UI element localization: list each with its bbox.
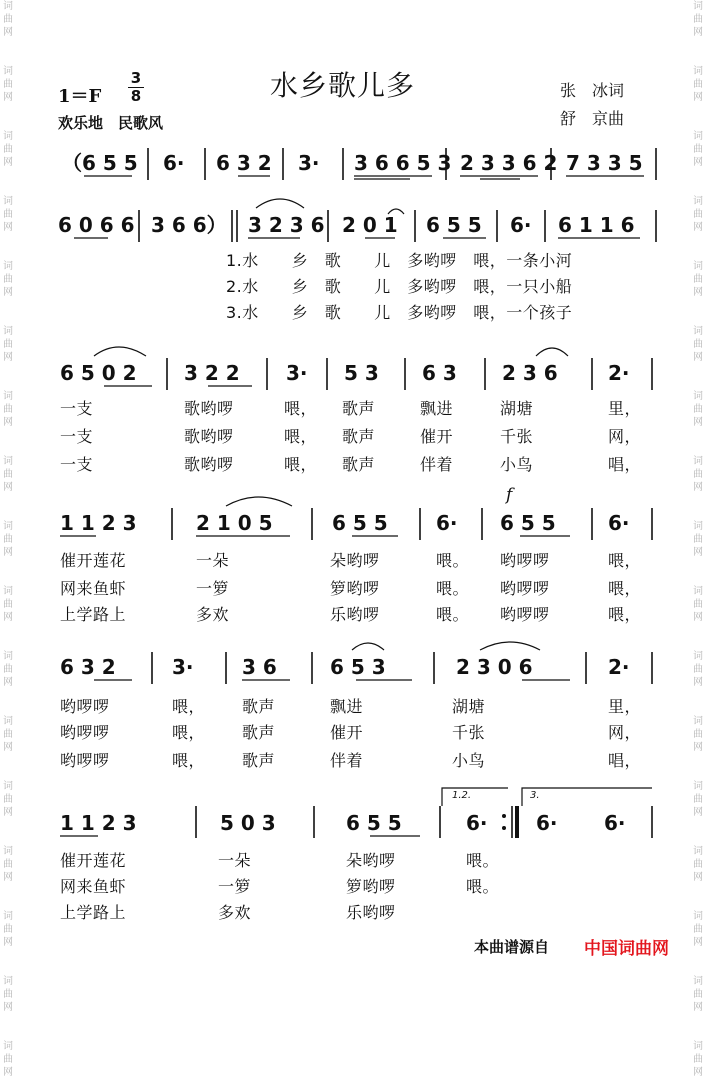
lyric-r2-v1: 1.水 乡 歌 儿 多哟啰 喂，一条小河 [226, 251, 573, 270]
lyric-r2-v3: 3.水 乡 歌 儿 多哟啰 喂，一个孩子 [226, 303, 573, 322]
notes-r2-m1: 6 0 6 6 [58, 213, 135, 237]
lyric-r6-v3-c2: 多欢 [218, 903, 252, 922]
lyric-r5-v1-c3: 歌声 [242, 697, 276, 716]
notes-r5-m6: 2· [608, 655, 630, 679]
lyric-r3-v2-c1: 一支 [60, 427, 94, 446]
lyric-r4-v3-c3: 乐哟啰 [330, 605, 380, 624]
notes-r2-m5: 6 5 5 [426, 213, 482, 237]
lyric-r4-v3-c1: 上学路上 [60, 605, 127, 624]
lyric-r3-v2-c3: 喂， [284, 427, 318, 446]
lyric-r4-v2-c4: 喂。 [436, 579, 470, 598]
notes-r3-m4: 5 3 [344, 361, 379, 385]
lyric-r6-v2-c4: 喂。 [466, 877, 500, 896]
lyric-r3-v3-c2: 歌哟啰 [184, 455, 234, 474]
watermark-text: 词 曲 网 [3, 716, 13, 753]
lyric-r5-v2-c3: 歌声 [242, 723, 276, 742]
lyric-r3-v1-c6: 湖塘 [500, 399, 534, 418]
underlines-r3 [94, 347, 568, 386]
notes-r3-m3: 3· [286, 361, 308, 385]
lyric-r5-v2-c2: 喂， [172, 723, 206, 742]
ending-second: 3. [530, 790, 540, 801]
lyric-r4-v3-c5: 哟啰啰 [500, 605, 550, 624]
source-site-link[interactable]: 中国词曲网 [584, 939, 669, 959]
lyric-r3-v1-c2: 歌哟啰 [184, 399, 234, 418]
time-bottom: 8 [128, 87, 144, 105]
notes-r1-m5: 3 6 6 5 3 [354, 151, 452, 175]
notes-r2-m2: 3 6 6） [151, 213, 227, 237]
watermark-text: 词 曲 网 [3, 391, 13, 428]
lyric-r3-v1-c3: 喂， [284, 399, 318, 418]
watermark-text: 词 曲 网 [3, 911, 13, 948]
lyric-r5-v1-c6: 里， [608, 697, 642, 716]
notes-r1-m2: 6· [163, 151, 185, 175]
watermark-text: 词 曲 网 [693, 326, 703, 363]
lyric-r3-v1-c7: 里， [608, 399, 642, 418]
lyric-r3-v1-c4: 歌声 [342, 399, 376, 418]
lyric-r5-v1-c1: 哟啰啰 [60, 697, 110, 716]
lyric-r6-v3-c1: 上学路上 [60, 903, 127, 922]
lyric-r4-v2-c6: 喂， [608, 579, 642, 598]
lyric-r4-v1-c3: 朵哟啰 [330, 551, 380, 570]
lyric-r3-v2-c4: 歌声 [342, 427, 376, 446]
lyric-r4-v1-c6: 喂， [608, 551, 642, 570]
time-top: 3 [130, 69, 142, 87]
lyric-r3-v2-c5: 催开 [420, 427, 454, 446]
watermark-text: 词 曲 网 [3, 326, 13, 363]
lyric-r5-v2-c6: 网， [608, 723, 642, 742]
lyric-r4-v2-c1: 网来鱼虾 [60, 579, 127, 598]
notes-r2-m6: 6· [510, 213, 532, 237]
repeat-dots [502, 814, 506, 830]
watermark-text: 词 曲 网 [3, 261, 13, 298]
notes-r6-m4: 6· [466, 811, 488, 835]
watermark-text: 词 曲 网 [3, 781, 13, 818]
lyric-r5-v2-c5: 千张 [452, 723, 486, 742]
notes-r1-m7: 7 3 3 5 [566, 151, 643, 175]
watermark-text: 词 曲 网 [3, 521, 13, 558]
score-row-5 [152, 652, 652, 684]
notes-r5-m5: 2 3 0 6 [456, 655, 533, 679]
watermark-text: 词 曲 网 [3, 66, 13, 103]
watermark-text: 词 曲 网 [693, 456, 703, 493]
song-title: 水乡歌儿多 [270, 69, 416, 102]
notes-r2-m7: 6 1 1 6 [558, 213, 635, 237]
lyric-r6-v2-c2: 一箩 [218, 877, 252, 896]
notes-r6-m5: 6· [536, 811, 558, 835]
notes-r1-m4: 3· [298, 151, 320, 175]
notes-r3-m7: 2· [608, 361, 630, 385]
lyric-r3-v3-c5: 伴着 [420, 455, 454, 474]
underlines-r1 [84, 176, 644, 179]
source-label: 本曲谱源自 [474, 938, 550, 956]
notes-r3-m1: 6 5 0 2 [60, 361, 137, 385]
lyric-r3-v2-c2: 歌哟啰 [184, 427, 234, 446]
watermark-text: 词 曲 网 [693, 781, 703, 818]
notes-r4-m1: 1 1 2 3 [60, 511, 137, 535]
lyric-r5-v3-c1: 哟啰啰 [60, 751, 110, 770]
lyric-r5-v3-c2: 喂， [172, 751, 206, 770]
watermark-text: 词 曲 网 [3, 456, 13, 493]
notes-r5-m2: 3· [172, 655, 194, 679]
lyric-r4-v2-c2: 一箩 [196, 579, 230, 598]
watermark-text: 词 曲 网 [693, 521, 703, 558]
lyric-r3-v3-c1: 一支 [60, 455, 94, 474]
notes-r3-m2: 3 2 2 [184, 361, 240, 385]
watermark-text: 词 曲 网 [693, 911, 703, 948]
key-signature: 1＝F [58, 86, 102, 107]
lyric-r5-v3-c3: 歌声 [242, 751, 276, 770]
watermark-text: 词 曲 网 [3, 846, 13, 883]
watermark-text: 词 曲 网 [693, 976, 703, 1013]
notes-r4-m2: 2 1 0 5 [196, 511, 273, 535]
lyric-r2-v2: 2.水 乡 歌 儿 多哟啰 喂，一只小船 [226, 277, 573, 296]
watermark-text: 词 曲 网 [693, 131, 703, 168]
watermark-text: 词 曲 网 [3, 1, 13, 38]
lyric-r4-v2-c3: 箩哟啰 [330, 579, 380, 598]
notes-r6-m1: 1 1 2 3 [60, 811, 137, 835]
lyric-r6-v3-c3: 乐哟啰 [346, 903, 396, 922]
lyric-r4-v3-c6: 喂， [608, 605, 642, 624]
notes-r4-m5: 6 5 5 [500, 511, 556, 535]
notes-r4-m4: 6· [436, 511, 458, 535]
notes-r4-m6: 6· [608, 511, 630, 535]
composer-credit: 舒 京曲 [560, 109, 625, 128]
lyric-r6-v1-c1: 催开莲花 [60, 851, 127, 870]
notes-r5-m4: 6 5 3 [330, 655, 386, 679]
watermark-text: 词 曲 网 [3, 131, 13, 168]
lyric-r4-v1-c1: 催开莲花 [60, 551, 127, 570]
lyric-r4-v3-c4: 喂。 [436, 605, 470, 624]
watermark-text: 词 曲 网 [3, 586, 13, 623]
tempo-style: 欢乐地 民歌风 [58, 114, 164, 132]
lyric-r3-v2-c6: 千张 [500, 427, 534, 446]
notes-r5-m1: 6 3 2 [60, 655, 116, 679]
watermark-text: 词 曲 网 [693, 586, 703, 623]
lyric-r6-v1-c2: 一朵 [218, 851, 252, 870]
watermark-text: 词 曲 网 [693, 196, 703, 233]
lyric-r6-v1-c3: 朵哟啰 [346, 851, 396, 870]
watermark-text: 词 曲 网 [693, 391, 703, 428]
dynamic-forte: f [506, 485, 513, 505]
lyric-r5-v1-c5: 湖塘 [452, 697, 486, 716]
lyricist-credit: 张 冰词 [560, 81, 625, 100]
watermark-text: 词 曲 网 [3, 1041, 13, 1078]
lyric-r5-v1-c4: 飘进 [330, 697, 364, 716]
watermark-text: 词 曲 网 [693, 1, 703, 38]
notes-r6-m6: 6· [604, 811, 626, 835]
lyric-r3-v3-c6: 小鸟 [500, 455, 534, 474]
lyric-r3-v1-c5: 飘进 [420, 399, 454, 418]
lyric-r3-v3-c3: 喂， [284, 455, 318, 474]
notes-r3-m6: 2 3 6 [502, 361, 558, 385]
lyric-r4-v3-c2: 多欢 [196, 605, 230, 624]
notes-r1-m6: 2 3 3 6 2 [460, 151, 558, 175]
watermark-text: 词 曲 网 [693, 1041, 703, 1078]
notes-r6-m3: 6 5 5 [346, 811, 402, 835]
lyric-r4-v2-c5: 哟啰啰 [500, 579, 550, 598]
lyric-r5-v3-c5: 小鸟 [452, 751, 486, 770]
lyric-r4-v1-c2: 一朵 [196, 551, 230, 570]
lyric-r4-v1-c5: 哟啰啰 [500, 551, 550, 570]
lyric-r3-v3-c4: 歌声 [342, 455, 376, 474]
lyric-r6-v1-c4: 喂。 [466, 851, 500, 870]
notes-r1-m3: 6 3 2 [216, 151, 272, 175]
lyric-r5-v3-c6: 唱， [608, 751, 642, 770]
notes-r5-m3: 3 6 [242, 655, 277, 679]
lyric-r6-v2-c1: 网来鱼虾 [60, 877, 127, 896]
ending-first: 1.2. [452, 790, 472, 801]
lyric-r5-v1-c2: 喂， [172, 697, 206, 716]
watermark-text: 词 曲 网 [693, 66, 703, 103]
lyric-r3-v2-c7: 网， [608, 427, 642, 446]
notes-r6-m2: 5 0 3 [220, 811, 276, 835]
notes-r1-m1: （6 5 5 [62, 151, 138, 175]
watermark-text: 词 曲 网 [3, 976, 13, 1013]
lyric-r5-v2-c4: 催开 [330, 723, 364, 742]
lyric-r3-v1-c1: 一支 [60, 399, 94, 418]
watermark-text: 词 曲 网 [693, 261, 703, 298]
volta-brackets [442, 788, 652, 806]
score-row-3 [167, 358, 652, 390]
watermark-text: 词 曲 网 [3, 196, 13, 233]
notes-r4-m3: 6 5 5 [332, 511, 388, 535]
notes-r2-m3: 3 2 3 6 [248, 213, 325, 237]
watermark-text: 词 曲 网 [693, 716, 703, 753]
notes-r3-m5: 6 3 [422, 361, 457, 385]
lyric-r5-v3-c4: 伴着 [330, 751, 364, 770]
notes-r2-m4: 2 0 1 [342, 213, 398, 237]
lyric-r5-v2-c1: 哟啰啰 [60, 723, 110, 742]
watermark-text: 词 曲 网 [693, 846, 703, 883]
lyric-r6-v2-c3: 箩哟啰 [346, 877, 396, 896]
lyric-r3-v3-c7: 唱， [608, 455, 642, 474]
lyric-r4-v1-c4: 喂。 [436, 551, 470, 570]
watermark-text: 词 曲 网 [3, 651, 13, 688]
watermark-text: 词 曲 网 [693, 651, 703, 688]
